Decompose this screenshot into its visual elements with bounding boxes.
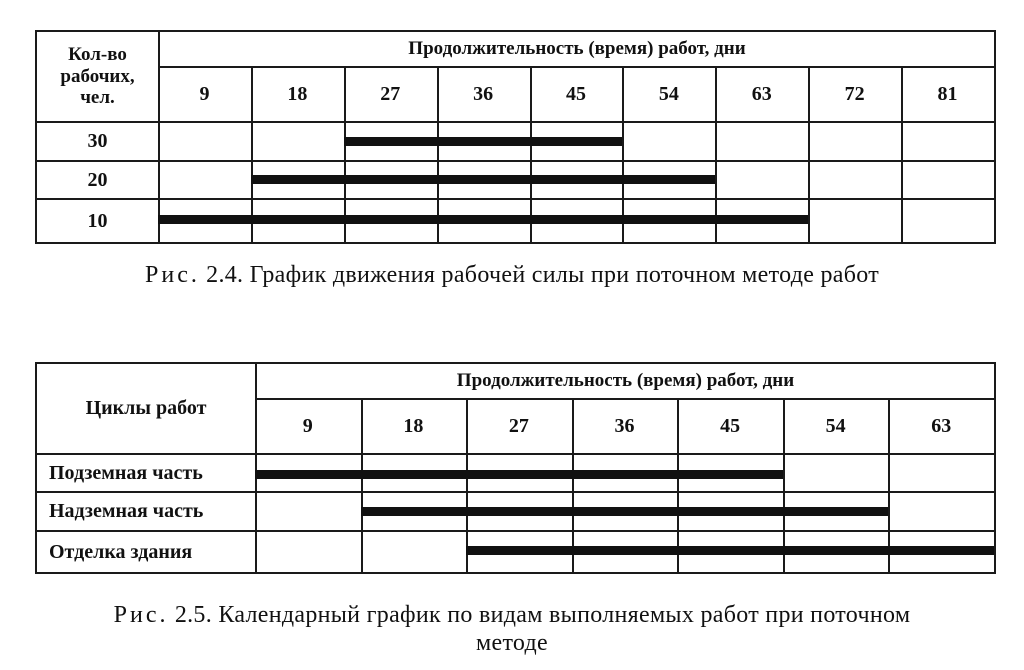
grid-line — [37, 121, 994, 123]
day-column-header: 54 — [658, 83, 679, 105]
grid-line — [37, 160, 994, 162]
row-label: 10 — [87, 209, 108, 232]
header-line: чел. — [80, 87, 115, 109]
day-column-header: 27 — [380, 83, 401, 105]
day-column-header: 27 — [508, 415, 529, 437]
day-column-header: 63 — [751, 83, 772, 105]
cycles-header: Циклы работ — [85, 397, 207, 419]
row-label: 20 — [87, 168, 108, 191]
schedule-table — [35, 362, 996, 574]
duration-bar — [255, 470, 783, 479]
figure-caption — [0, 601, 1024, 657]
caption-text: 2.4. График движения рабочей силы при поточном методе работ — [206, 262, 879, 288]
header-line: рабочих, — [60, 65, 135, 87]
duration-header: Продолжительность (время) работ, дни — [456, 370, 795, 392]
row-label: Отделка здания — [49, 540, 193, 563]
day-column-header: 45 — [565, 83, 586, 105]
day-column-header: 81 — [937, 83, 958, 105]
caption-label: Рис. — [113, 602, 169, 628]
day-column-header: 72 — [844, 83, 865, 105]
row-label: Подземная часть — [49, 461, 203, 484]
grid-line — [37, 198, 994, 200]
caption-label: Рис. — [145, 262, 200, 288]
row-label: Надземная часть — [49, 500, 204, 522]
day-column-header: 36 — [473, 83, 494, 105]
workers-header — [37, 32, 158, 121]
duration-header: Продолжительность (время) работ, дни — [408, 38, 746, 60]
day-column-header: 9 — [199, 83, 210, 105]
header-line: Кол-во — [68, 43, 127, 65]
duration-bar — [251, 175, 715, 184]
workforce-table — [35, 30, 996, 244]
duration-bar — [361, 507, 889, 516]
row-label: 30 — [87, 130, 108, 152]
day-column-header: 45 — [720, 415, 741, 437]
caption-text-line2: методе — [476, 630, 548, 656]
day-column-header: 54 — [825, 415, 846, 437]
day-column-header: 18 — [287, 83, 308, 105]
duration-bar — [344, 137, 623, 146]
day-column-header: 63 — [931, 415, 952, 437]
duration-bar — [158, 215, 808, 224]
day-column-header: 18 — [403, 415, 424, 437]
duration-bar — [466, 546, 994, 555]
figure-caption — [0, 262, 1024, 289]
caption-text: 2.5. Календарный график по видам выполняемых работ при поточном — [174, 602, 911, 628]
day-column-header: 36 — [614, 415, 635, 437]
day-column-header: 9 — [302, 415, 313, 437]
